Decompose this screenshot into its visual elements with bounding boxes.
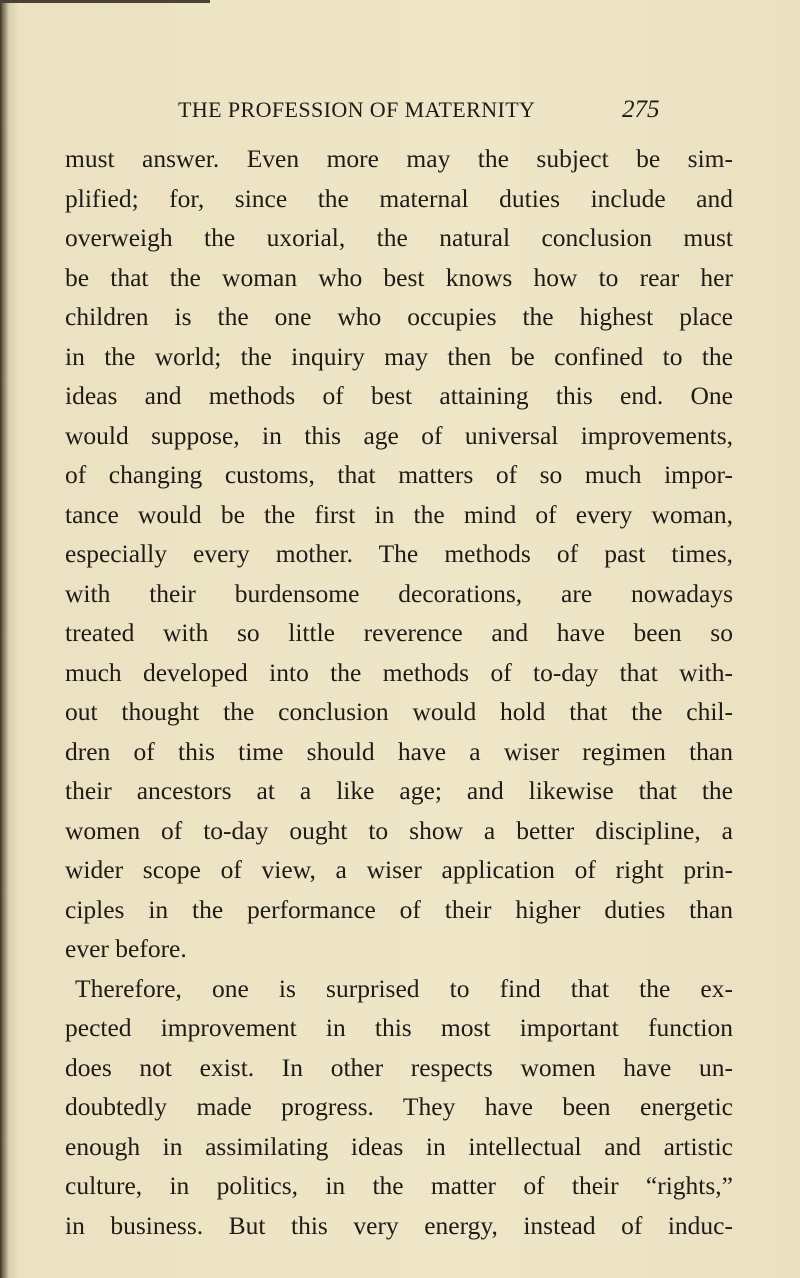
body-text	[65, 139, 733, 1245]
page-number: 275	[622, 96, 660, 123]
text-line: out thought the conclusion would hold that the chil-	[65, 697, 733, 726]
text-line: be that the woman who best knows how to rear her	[65, 262, 733, 292]
text-line: in business. But this very energy, instead of induc-	[65, 1210, 733, 1240]
text-line: ever before.	[65, 934, 187, 963]
text-line: wider scope of view, a wiser application of right prin-	[65, 855, 733, 884]
text-line: culture, in politics, in the matter of their “rights,”	[65, 1171, 733, 1200]
text-line: especially every mother. The methods of past times,	[65, 539, 733, 568]
text-line: plified; for, since the maternal duties include and	[65, 183, 733, 213]
text-line: in the world; the inquiry may then be confined to the	[65, 341, 733, 371]
page-header	[0, 93, 800, 127]
text-line: overweigh the uxorial, the natural conclusion must	[65, 223, 733, 252]
text-line: Therefore, one is surprised to find that the ex-	[75, 973, 733, 1003]
text-line: their ancestors at a like age; and likewise that the	[65, 776, 733, 805]
text-line: enough in assimilating ideas in intellectual and artistic	[65, 1131, 733, 1161]
running-title: THE PROFESSION OF MATERNITY	[178, 97, 536, 122]
text-line: must answer. Even more may the subject be sim-	[65, 144, 733, 173]
text-line: does not exist. In other respects women have un-	[65, 1052, 733, 1082]
text-line: women of to-day ought to show a better discipline, a	[65, 815, 733, 845]
text-line: ideas and methods of best attaining this end. One	[65, 381, 733, 410]
text-line: tance would be the first in the mind of every woman,	[65, 499, 733, 529]
page-edge-shadow	[0, 0, 210, 3]
text-line: pected improvement in this most important function	[65, 1013, 733, 1042]
text-line: treated with so little reverence and have been so	[65, 618, 733, 647]
text-line: doubtedly made progress. They have been energetic	[65, 1092, 733, 1121]
text-line: with their burdensome decorations, are nowadays	[65, 578, 733, 608]
text-line: dren of this time should have a wiser regimen than	[65, 736, 733, 766]
text-line: of changing customs, that matters of so much impor-	[65, 460, 733, 489]
text-line: children is the one who occupies the highest place	[65, 302, 733, 331]
text-line: would suppose, in this age of universal improvements,	[65, 420, 733, 450]
text-line: much developed into the methods of to-day that with-	[65, 657, 733, 687]
text-line: ciples in the performance of their higher duties than	[65, 894, 733, 924]
